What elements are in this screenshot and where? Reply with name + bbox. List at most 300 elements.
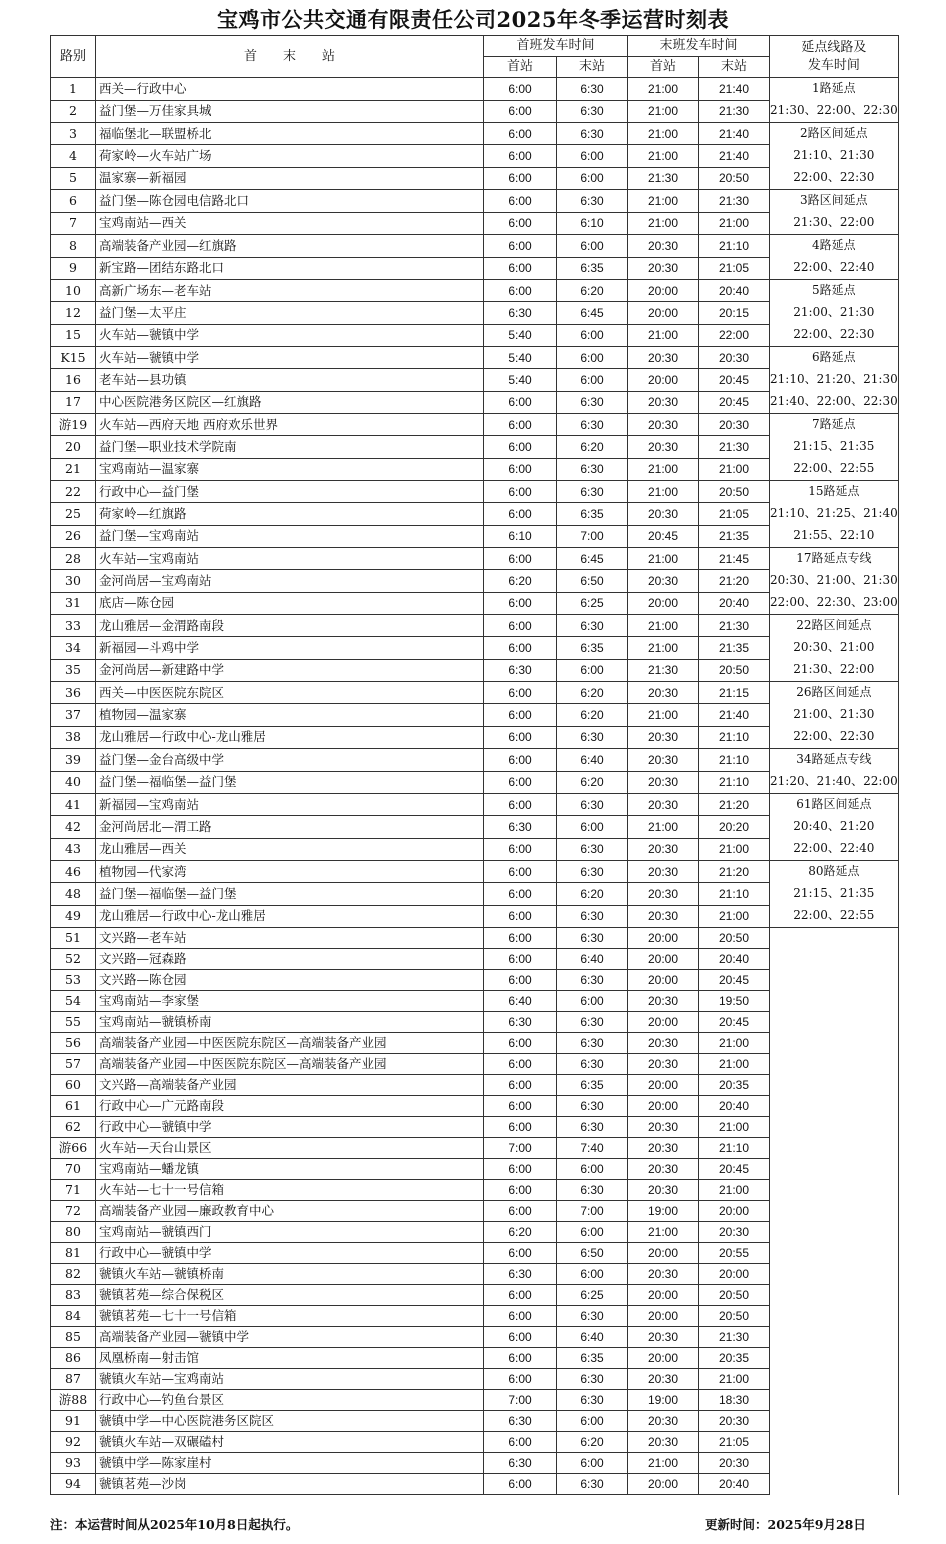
- route-cell: 91: [51, 1411, 96, 1432]
- header-route: 路别: [51, 36, 96, 78]
- route-cell: 12: [51, 302, 96, 324]
- last-end-cell: 20:50: [699, 481, 770, 503]
- station-cell: 行政中心—虢镇中学: [96, 1243, 484, 1264]
- last-start-cell: 21:00: [628, 458, 699, 480]
- last-start-cell: 20:00: [628, 1075, 699, 1096]
- route-cell: 46: [51, 861, 96, 883]
- route-cell: 87: [51, 1369, 96, 1390]
- station-cell: 益门堡—陈仓园电信路北口: [96, 190, 484, 213]
- route-cell: 1: [51, 78, 96, 101]
- last-end-cell: 20:40: [699, 1096, 770, 1117]
- extension-times: 21:10、21:30: [793, 148, 875, 162]
- table-row: [51, 615, 899, 637]
- extension-times: 22:00、22:55: [793, 908, 875, 922]
- station-cell: 新福园—宝鸡南站: [96, 794, 484, 816]
- station-cell: 高端装备产业园—中医医院东院区—高端装备产业园: [96, 1054, 484, 1075]
- route-cell: 92: [51, 1432, 96, 1453]
- station-cell: 虢镇茗苑—沙岗: [96, 1474, 484, 1495]
- first-end-cell: 6:30: [557, 1180, 628, 1201]
- route-cell: K15: [51, 347, 96, 369]
- last-start-cell: 20:30: [628, 414, 699, 436]
- first-end-cell: 6:40: [557, 949, 628, 970]
- first-start-cell: 6:00: [484, 123, 557, 145]
- route-cell: 49: [51, 905, 96, 927]
- last-end-cell: 21:30: [699, 436, 770, 458]
- last-start-cell: 21:00: [628, 1453, 699, 1474]
- station-cell: 新宝路—团结东路北口: [96, 257, 484, 280]
- route-cell: 游19: [51, 414, 96, 436]
- last-end-cell: 20:45: [699, 391, 770, 413]
- first-end-cell: 6:20: [557, 280, 628, 302]
- last-start-cell: 20:00: [628, 1285, 699, 1306]
- station-cell: 火车站—虢镇中学: [96, 347, 484, 369]
- station-cell: 金河尚居—宝鸡南站: [96, 570, 484, 592]
- first-start-cell: 6:00: [484, 257, 557, 280]
- extension-title: 2路区间延点: [800, 126, 868, 140]
- first-end-cell: 6:30: [557, 458, 628, 480]
- last-end-cell: 21:30: [699, 100, 770, 123]
- station-cell: 益门堡—职业技术学院南: [96, 436, 484, 458]
- first-end-cell: 6:00: [557, 1159, 628, 1180]
- extension-times: 21:30、22:00: [793, 215, 875, 229]
- last-end-cell: 21:00: [699, 1117, 770, 1138]
- table-row: [51, 861, 899, 883]
- last-end-cell: 21:10: [699, 771, 770, 794]
- last-start-cell: 20:00: [628, 928, 699, 949]
- extension-times: 21:15、21:35: [793, 886, 875, 900]
- last-end-cell: 20:50: [699, 167, 770, 189]
- route-cell: 5: [51, 167, 96, 189]
- first-start-cell: 6:00: [484, 1096, 557, 1117]
- last-end-cell: 20:35: [699, 1348, 770, 1369]
- first-start-cell: 6:00: [484, 615, 557, 637]
- last-end-cell: 20:45: [699, 970, 770, 991]
- extension-title: 1路延点: [812, 81, 856, 95]
- station-cell: 益门堡—金台高级中学: [96, 749, 484, 772]
- first-end-cell: 6:30: [557, 123, 628, 145]
- last-start-cell: 20:00: [628, 970, 699, 991]
- first-start-cell: 6:00: [484, 682, 557, 704]
- header-stations: 首 末 站: [96, 36, 484, 78]
- first-end-cell: 6:00: [557, 816, 628, 838]
- route-cell: 7: [51, 212, 96, 235]
- first-start-cell: 7:00: [484, 1138, 557, 1159]
- last-end-cell: 20:30: [699, 414, 770, 436]
- first-start-cell: 5:40: [484, 369, 557, 391]
- first-end-cell: 6:45: [557, 548, 628, 570]
- station-cell: 火车站—虢镇中学: [96, 324, 484, 346]
- route-cell: 26: [51, 525, 96, 547]
- station-cell: 高端装备产业园—中医医院东院区—高端装备产业园: [96, 1033, 484, 1054]
- first-start-cell: 6:00: [484, 771, 557, 794]
- extension-block: [770, 548, 899, 615]
- first-start-cell: 6:00: [484, 1243, 557, 1264]
- last-end-cell: 20:55: [699, 1243, 770, 1264]
- first-start-cell: 6:00: [484, 1201, 557, 1222]
- route-cell: 20: [51, 436, 96, 458]
- first-start-cell: 6:00: [484, 1348, 557, 1369]
- station-cell: 行政中心—广元路南段: [96, 1096, 484, 1117]
- last-start-cell: 21:00: [628, 481, 699, 503]
- route-cell: 3: [51, 123, 96, 145]
- table-row: [51, 347, 899, 369]
- first-end-cell: 6:20: [557, 1432, 628, 1453]
- extension-times: 20:40、21:20: [793, 819, 875, 833]
- station-cell: 宝鸡南站—虢镇桥南: [96, 1012, 484, 1033]
- last-start-cell: 20:30: [628, 257, 699, 280]
- first-start-cell: 6:30: [484, 1411, 557, 1432]
- last-end-cell: 21:10: [699, 1138, 770, 1159]
- first-end-cell: 6:00: [557, 1411, 628, 1432]
- last-end-cell: 21:30: [699, 1327, 770, 1348]
- last-end-cell: 21:00: [699, 1180, 770, 1201]
- table-row: [51, 280, 899, 302]
- first-end-cell: 6:30: [557, 1306, 628, 1327]
- extension-block: [770, 280, 899, 347]
- route-cell: 35: [51, 659, 96, 681]
- first-end-cell: 6:30: [557, 726, 628, 748]
- first-start-cell: 6:00: [484, 726, 557, 748]
- first-start-cell: 6:20: [484, 570, 557, 592]
- last-start-cell: 20:00: [628, 949, 699, 970]
- last-end-cell: 20:30: [699, 347, 770, 369]
- last-end-cell: 21:05: [699, 257, 770, 280]
- extension-times: 22:00、22:40: [793, 841, 875, 855]
- extension-times: 21:00、21:30: [793, 305, 875, 319]
- first-end-cell: 6:30: [557, 414, 628, 436]
- first-start-cell: 5:40: [484, 324, 557, 346]
- first-start-cell: 6:00: [484, 145, 557, 167]
- last-end-cell: 21:05: [699, 503, 770, 525]
- last-end-cell: 21:00: [699, 212, 770, 235]
- first-start-cell: 6:00: [484, 883, 557, 905]
- last-end-cell: 20:40: [699, 949, 770, 970]
- extension-times: 22:00、22:30、23:00: [770, 595, 898, 609]
- last-end-cell: 19:50: [699, 991, 770, 1012]
- route-cell: 31: [51, 592, 96, 614]
- route-cell: 6: [51, 190, 96, 213]
- first-start-cell: 6:00: [484, 949, 557, 970]
- first-end-cell: 6:30: [557, 1117, 628, 1138]
- extension-times: 21:10、21:20、21:30: [770, 372, 898, 386]
- last-start-cell: 20:30: [628, 1180, 699, 1201]
- route-cell: 25: [51, 503, 96, 525]
- first-start-cell: 6:20: [484, 1222, 557, 1243]
- extension-times: 21:30、22:00、22:30: [770, 103, 898, 117]
- last-end-cell: 21:05: [699, 1432, 770, 1453]
- page-title: 宝鸡市公共交通有限责任公司2025年冬季运营时刻表: [217, 7, 729, 32]
- last-start-cell: 21:00: [628, 637, 699, 659]
- station-cell: 高新广场东—老车站: [96, 280, 484, 302]
- station-cell: 凤凰桥南—射击馆: [96, 1348, 484, 1369]
- table-row: [51, 481, 899, 503]
- extension-times: 21:15、21:35: [793, 439, 875, 453]
- last-end-cell: 20:30: [699, 1222, 770, 1243]
- last-end-cell: 20:40: [699, 592, 770, 614]
- extension-title: 26路区间延点: [796, 685, 872, 699]
- route-cell: 42: [51, 816, 96, 838]
- last-end-cell: 20:15: [699, 302, 770, 324]
- last-end-cell: 20:45: [699, 1012, 770, 1033]
- first-end-cell: 6:25: [557, 592, 628, 614]
- route-cell: 85: [51, 1327, 96, 1348]
- first-end-cell: 6:00: [557, 659, 628, 681]
- route-cell: 86: [51, 1348, 96, 1369]
- last-start-cell: 20:30: [628, 749, 699, 772]
- header-last-end: 末站: [699, 57, 770, 78]
- first-end-cell: 6:00: [557, 1453, 628, 1474]
- route-cell: 43: [51, 838, 96, 860]
- station-cell: 高端装备产业园—红旗路: [96, 235, 484, 258]
- last-end-cell: 20:50: [699, 1306, 770, 1327]
- route-cell: 94: [51, 1474, 96, 1495]
- last-end-cell: 18:30: [699, 1390, 770, 1411]
- last-end-cell: 20:40: [699, 280, 770, 302]
- first-end-cell: 6:35: [557, 257, 628, 280]
- route-cell: 62: [51, 1117, 96, 1138]
- last-start-cell: 20:00: [628, 592, 699, 614]
- station-cell: 植物园—温家寨: [96, 704, 484, 726]
- last-end-cell: 20:30: [699, 1411, 770, 1432]
- timetable-body: [51, 78, 899, 1495]
- last-start-cell: 20:30: [628, 794, 699, 816]
- route-cell: 30: [51, 570, 96, 592]
- extension-block: [770, 794, 899, 861]
- first-end-cell: 6:00: [557, 1264, 628, 1285]
- extension-times: 21:40、22:00、22:30: [770, 394, 898, 408]
- station-cell: 西关—中医医院东院区: [96, 682, 484, 704]
- last-start-cell: 21:00: [628, 324, 699, 346]
- last-start-cell: 20:30: [628, 1369, 699, 1390]
- last-start-cell: 20:30: [628, 883, 699, 905]
- last-start-cell: 20:30: [628, 1264, 699, 1285]
- last-end-cell: 21:40: [699, 123, 770, 145]
- last-end-cell: 20:50: [699, 1285, 770, 1306]
- route-cell: 22: [51, 481, 96, 503]
- first-start-cell: 6:00: [484, 78, 557, 101]
- table-row: [51, 235, 899, 258]
- last-start-cell: 20:30: [628, 682, 699, 704]
- last-start-cell: 20:00: [628, 280, 699, 302]
- last-start-cell: 19:00: [628, 1390, 699, 1411]
- station-cell: 龙山雅居—行政中心-龙山雅居: [96, 905, 484, 927]
- last-end-cell: 21:15: [699, 682, 770, 704]
- first-end-cell: 6:00: [557, 991, 628, 1012]
- last-end-cell: 21:00: [699, 1369, 770, 1390]
- last-end-cell: 20:00: [699, 1264, 770, 1285]
- route-cell: 81: [51, 1243, 96, 1264]
- station-cell: 老车站—县功镇: [96, 369, 484, 391]
- last-start-cell: 20:30: [628, 1138, 699, 1159]
- route-cell: 53: [51, 970, 96, 991]
- table-row: [51, 682, 899, 704]
- last-start-cell: 21:30: [628, 659, 699, 681]
- last-start-cell: 20:00: [628, 1243, 699, 1264]
- first-start-cell: 6:30: [484, 1453, 557, 1474]
- last-end-cell: 21:00: [699, 1054, 770, 1075]
- station-cell: 行政中心—虢镇中学: [96, 1117, 484, 1138]
- station-cell: 金河尚居—新建路中学: [96, 659, 484, 681]
- last-start-cell: 21:00: [628, 212, 699, 235]
- first-start-cell: 6:00: [484, 794, 557, 816]
- last-start-cell: 20:30: [628, 1432, 699, 1453]
- first-start-cell: 6:00: [484, 235, 557, 258]
- route-cell: 4: [51, 145, 96, 167]
- first-start-cell: 6:00: [484, 100, 557, 123]
- last-start-cell: 20:30: [628, 861, 699, 883]
- first-end-cell: 6:30: [557, 190, 628, 213]
- first-end-cell: 6:30: [557, 1390, 628, 1411]
- last-end-cell: 21:10: [699, 726, 770, 748]
- first-start-cell: 6:30: [484, 659, 557, 681]
- route-cell: 55: [51, 1012, 96, 1033]
- first-end-cell: 6:00: [557, 167, 628, 189]
- route-cell: 41: [51, 794, 96, 816]
- last-start-cell: 20:30: [628, 347, 699, 369]
- route-cell: 52: [51, 949, 96, 970]
- last-start-cell: 21:00: [628, 548, 699, 570]
- first-start-cell: 6:00: [484, 1180, 557, 1201]
- first-start-cell: 6:30: [484, 816, 557, 838]
- first-end-cell: 6:40: [557, 1327, 628, 1348]
- station-cell: 宝鸡南站—虢镇西门: [96, 1222, 484, 1243]
- last-start-cell: 20:45: [628, 525, 699, 547]
- first-end-cell: 6:10: [557, 212, 628, 235]
- last-start-cell: 20:00: [628, 1096, 699, 1117]
- first-end-cell: 6:40: [557, 749, 628, 772]
- last-end-cell: 20:35: [699, 1075, 770, 1096]
- station-cell: 荷家岭—火车站广场: [96, 145, 484, 167]
- extension-block: [770, 861, 899, 928]
- last-start-cell: 20:30: [628, 1411, 699, 1432]
- last-start-cell: 20:30: [628, 1054, 699, 1075]
- route-cell: 48: [51, 883, 96, 905]
- first-end-cell: 6:30: [557, 391, 628, 413]
- last-end-cell: 21:45: [699, 548, 770, 570]
- last-start-cell: 21:00: [628, 123, 699, 145]
- last-end-cell: 20:50: [699, 659, 770, 681]
- extension-title: 6路延点: [812, 350, 856, 364]
- first-end-cell: 6:30: [557, 615, 628, 637]
- first-end-cell: 6:25: [557, 1285, 628, 1306]
- first-start-cell: 6:00: [484, 458, 557, 480]
- first-end-cell: 6:35: [557, 637, 628, 659]
- first-end-cell: 6:50: [557, 570, 628, 592]
- route-cell: 93: [51, 1453, 96, 1474]
- first-start-cell: 6:00: [484, 1285, 557, 1306]
- last-end-cell: 21:40: [699, 145, 770, 167]
- route-cell: 83: [51, 1285, 96, 1306]
- extension-times: 20:30、21:00、21:30: [770, 573, 898, 587]
- first-end-cell: 6:00: [557, 145, 628, 167]
- first-end-cell: 6:20: [557, 883, 628, 905]
- extension-title: 34路延点专线: [796, 752, 872, 766]
- extension-title: 22路区间延点: [796, 618, 872, 632]
- last-end-cell: 21:00: [699, 838, 770, 860]
- route-cell: 56: [51, 1033, 96, 1054]
- last-start-cell: 20:30: [628, 503, 699, 525]
- extension-times: 20:30、21:00: [793, 640, 875, 654]
- extension-title: 7路延点: [812, 417, 856, 431]
- last-start-cell: 21:00: [628, 190, 699, 213]
- station-cell: 火车站—宝鸡南站: [96, 548, 484, 570]
- first-start-cell: 6:00: [484, 1117, 557, 1138]
- last-start-cell: 20:30: [628, 1159, 699, 1180]
- station-cell: 益门堡—福临堡—益门堡: [96, 771, 484, 794]
- station-cell: 文兴路—高端装备产业园: [96, 1075, 484, 1096]
- header-first-start: 首站: [484, 57, 557, 78]
- first-end-cell: 6:00: [557, 324, 628, 346]
- route-cell: 15: [51, 324, 96, 346]
- first-start-cell: 6:00: [484, 1369, 557, 1390]
- first-start-cell: 6:00: [484, 1306, 557, 1327]
- extension-block: [770, 481, 899, 548]
- first-end-cell: 6:30: [557, 838, 628, 860]
- route-cell: 37: [51, 704, 96, 726]
- first-end-cell: 6:00: [557, 1222, 628, 1243]
- first-start-cell: 6:00: [484, 928, 557, 949]
- station-cell: 行政中心—钓鱼台景区: [96, 1390, 484, 1411]
- route-cell: 71: [51, 1180, 96, 1201]
- first-end-cell: 6:30: [557, 1369, 628, 1390]
- extension-block: [770, 414, 899, 481]
- station-cell: 福临堡北—联盟桥北: [96, 123, 484, 145]
- last-start-cell: 20:00: [628, 1474, 699, 1495]
- first-start-cell: 6:00: [484, 905, 557, 927]
- first-start-cell: 6:30: [484, 1012, 557, 1033]
- station-cell: 西关—行政中心: [96, 78, 484, 101]
- last-start-cell: 21:00: [628, 704, 699, 726]
- station-cell: 行政中心—益门堡: [96, 481, 484, 503]
- table-row: [51, 414, 899, 436]
- first-end-cell: 7:00: [557, 1201, 628, 1222]
- station-cell: 益门堡—太平庄: [96, 302, 484, 324]
- last-start-cell: 20:30: [628, 1033, 699, 1054]
- first-end-cell: 6:30: [557, 928, 628, 949]
- extension-block: [770, 123, 899, 190]
- station-cell: 火车站—西府天地 西府欢乐世界: [96, 414, 484, 436]
- first-end-cell: 7:40: [557, 1138, 628, 1159]
- last-end-cell: 22:00: [699, 324, 770, 346]
- table-row: [51, 749, 899, 772]
- first-start-cell: 6:00: [484, 414, 557, 436]
- table-row: [51, 190, 899, 213]
- last-start-cell: 20:00: [628, 302, 699, 324]
- last-end-cell: 20:00: [699, 1201, 770, 1222]
- last-start-cell: 20:30: [628, 570, 699, 592]
- extension-title: 17路延点专线: [796, 551, 872, 565]
- extension-times: 22:00、22:30: [793, 170, 875, 184]
- first-start-cell: 6:00: [484, 503, 557, 525]
- last-end-cell: 21:30: [699, 190, 770, 213]
- extension-times: 21:55、22:10: [793, 528, 875, 542]
- first-start-cell: 6:00: [484, 1054, 557, 1075]
- route-cell: 84: [51, 1306, 96, 1327]
- last-start-cell: 20:00: [628, 1306, 699, 1327]
- last-end-cell: 21:40: [699, 704, 770, 726]
- first-start-cell: 6:00: [484, 861, 557, 883]
- last-start-cell: 20:30: [628, 1327, 699, 1348]
- last-end-cell: 20:45: [699, 1159, 770, 1180]
- station-cell: 虢镇茗苑—七十一号信箱: [96, 1306, 484, 1327]
- station-cell: 火车站—七十一号信箱: [96, 1180, 484, 1201]
- first-end-cell: 6:30: [557, 1012, 628, 1033]
- extension-block: [770, 347, 899, 414]
- first-end-cell: 6:20: [557, 771, 628, 794]
- station-cell: 益门堡—万佳家具城: [96, 100, 484, 123]
- last-start-cell: 21:00: [628, 816, 699, 838]
- first-end-cell: 6:30: [557, 794, 628, 816]
